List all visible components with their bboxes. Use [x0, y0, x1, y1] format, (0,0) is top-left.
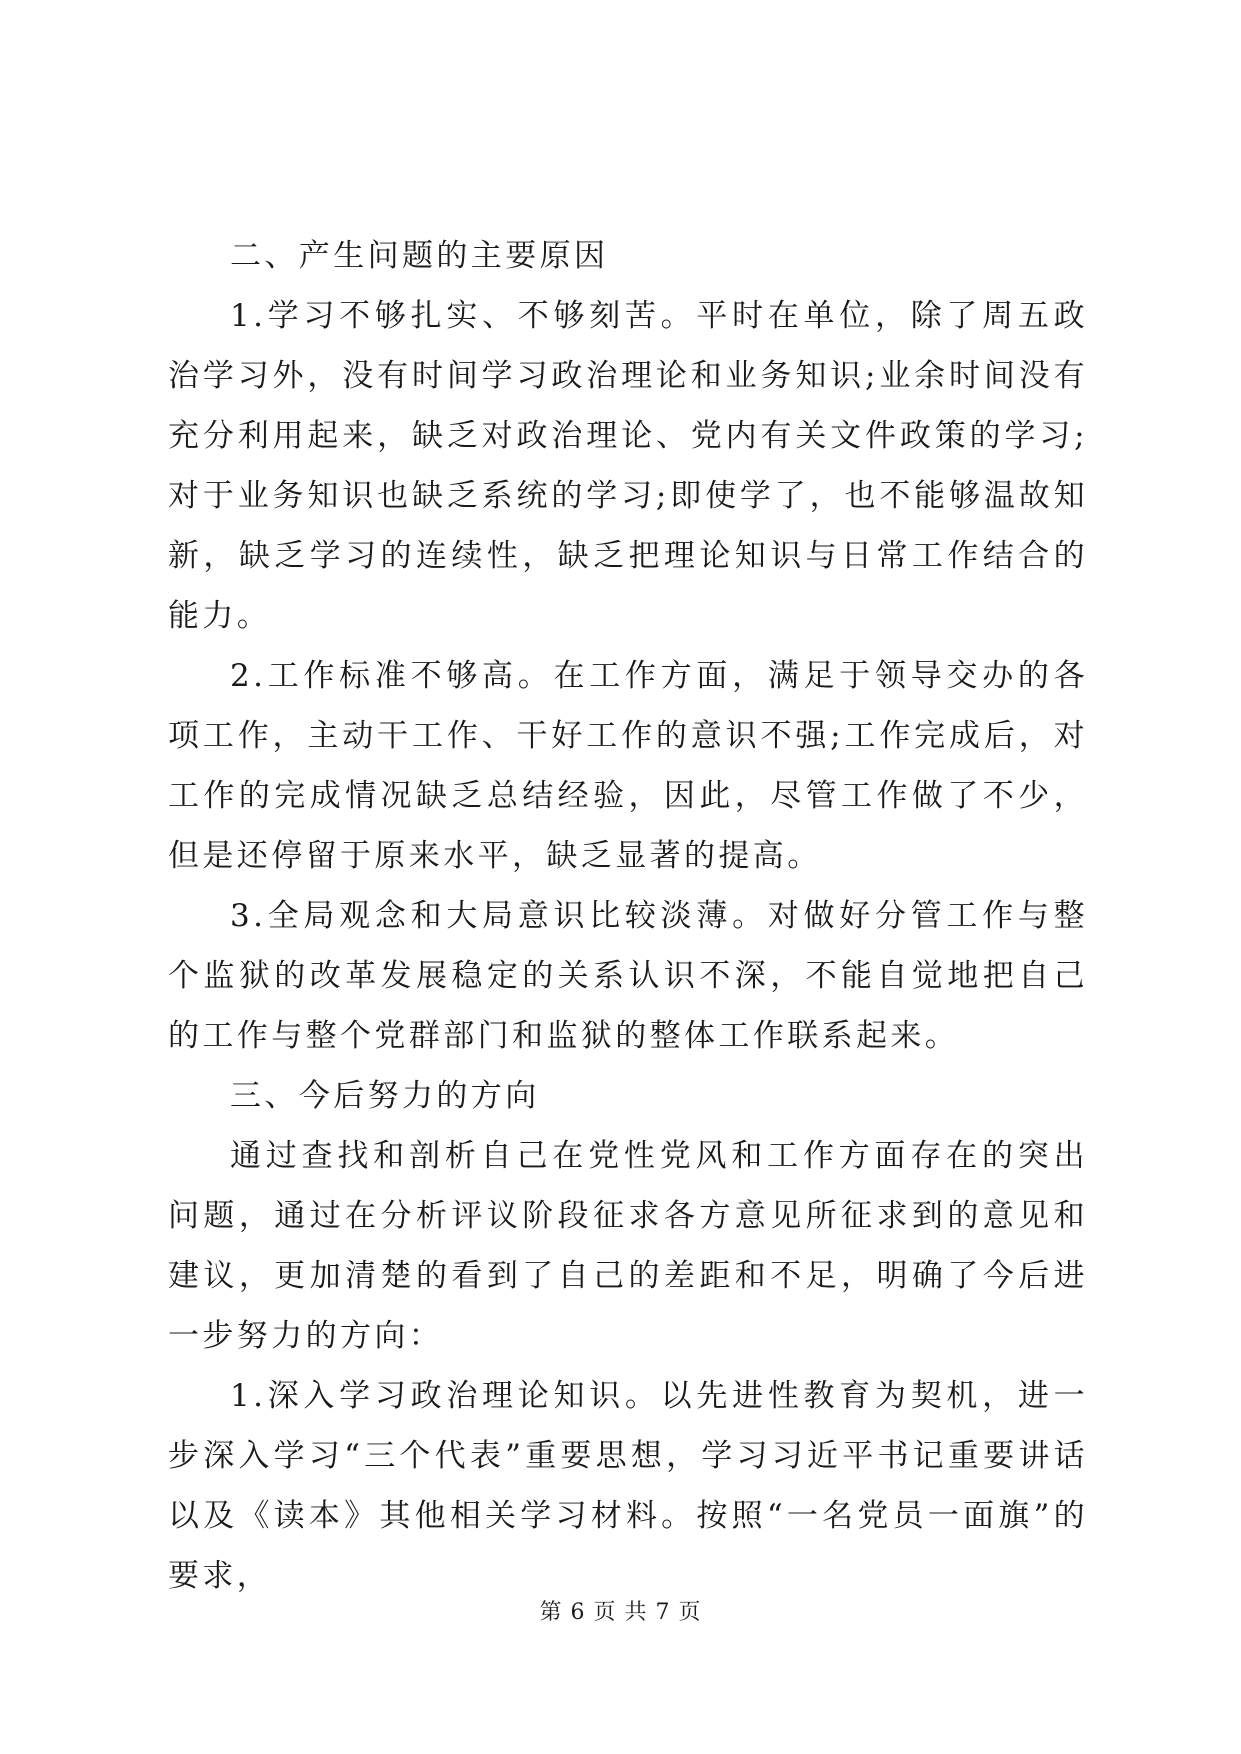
section-heading-direction: 三、今后努力的方向 [230, 1078, 540, 1114]
paragraph-cause-3: 3.全局观念和大局意识比较淡薄。对做好分管工作与整个监狱的改革发展稳定的关系认识不深，不能自觉地把自己的工作与整个党群部门和监狱的整体工作联系起来。 [168, 898, 1088, 1054]
paragraph-cause-2: 2.工作标准不够高。在工作方面，满足于领导交办的各项工作，主动干工作、干好工作的意识不强;工作完成后，对工作的完成情况缺乏总结经验，因此，尽管工作做了不少，但是还停留于原来水平，缺乏显著的提高。 [168, 658, 1088, 874]
document-body [168, 226, 1088, 1606]
paragraph-cause-1: 1.学习不够扎实、不够刻苦。平时在单位，除了周五政治学习外，没有时间学习政治理论和业务知识;业余时间没有充分利用起来，缺乏对政治理论、党内有关文件政策的学习;对于业务知识也缺乏系统的学习;即使学了，也不能够温故知新，缺乏学习的连续性，缺乏把理论知识与日常工作结合的能力。 [168, 298, 1088, 634]
paragraph-direction-1: 1.深入学习政治理论知识。以先进性教育为契机，进一步深入学习“三个代表”重要思想，学习习近平书记重要讲话以及《读本》其他相关学习材料。按照“一名党员一面旗”的要求， [168, 1378, 1088, 1594]
page-number-footer: 第 6 页 共 7 页 [539, 1600, 702, 1625]
paragraph-direction-intro: 通过查找和剖析自己在党性党风和工作方面存在的突出问题，通过在分析评议阶段征求各方意见所征求到的意见和建议，更加清楚的看到了自己的差距和不足，明确了今后进一步努力的方向： [168, 1138, 1088, 1354]
section-heading-causes: 二、产生问题的主要原因 [230, 238, 609, 274]
